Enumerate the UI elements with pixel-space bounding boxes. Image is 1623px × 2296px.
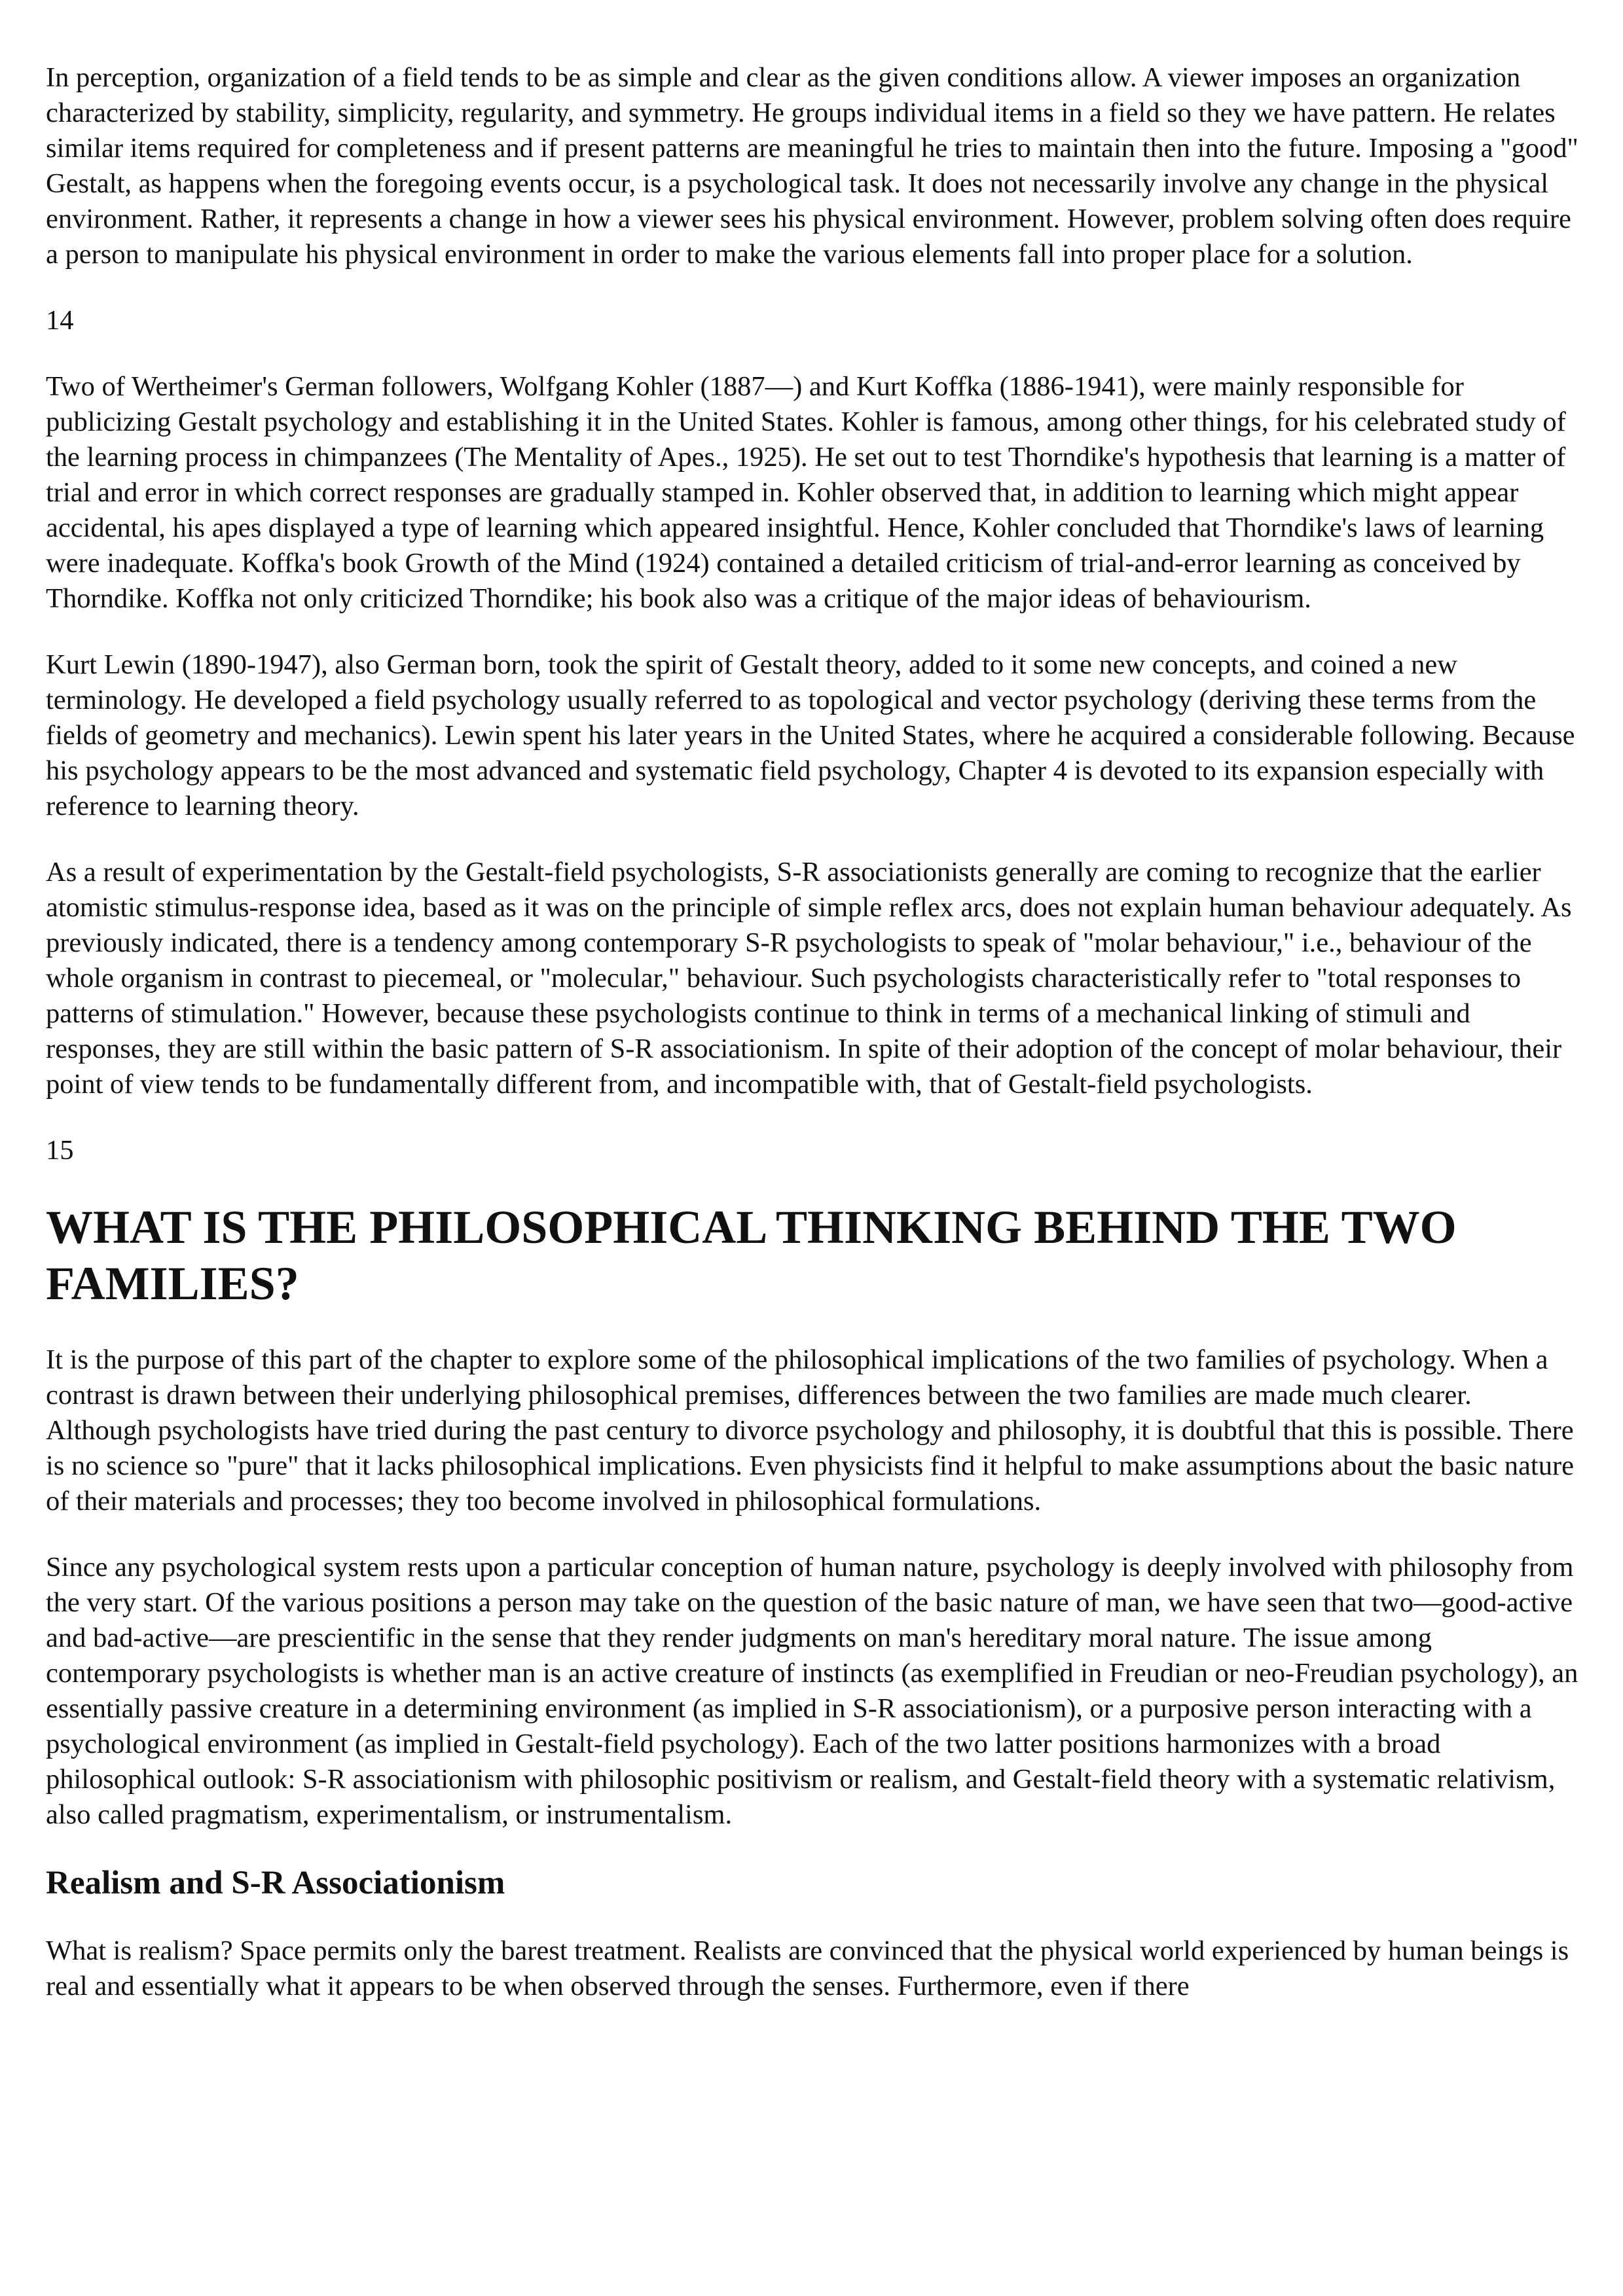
document-page: [46, 60, 1581, 2035]
subsection-heading-realism: Realism and S-R Associationism: [46, 1865, 505, 1901]
paragraph-kohler-koffka: Two of Wertheimer's German followers, Wolfgang Kohler (1887—) and Kurt Koffka (1886-1941), were mainly responsible for publicizing Gestalt psychology and establishing it in the United States. Kohler is famous, among other things, for his celebrated study of the learning process in chimpanzees (The Mentality of Apes., 1925). He set out to test Thorndike's hypothesis that learning is a matter of trial and error in which correct responses are gradually stamped in. Kohler observed that, in addition to learning which might appear accidental, his apes displayed a type of learning which appeared insightful. Hence, Kohler concluded that Thorndike's laws of learning were inadequate. Koffka's book Growth of the Mind (1924) contained a detailed criticism of trial-and-error learning as conceived by Thorndike. Koffka not only criticized Thorndike; his book also was a critique of the major ideas of behaviourism.: [46, 371, 1566, 614]
paragraph-perception: In perception, organization of a field tends to be as simple and clear as the given conditions allow. A viewer imposes an organization characterized by stability, simplicity, regularity, and symmetry. He groups individual items in a field so they we have pattern. He relates similar items required for completeness and if present patterns are meaningful he tries to maintain then into the future. Imposing a "good" Gestalt, as happens when the foregoing events occur, is a psychological task. It does not necessarily involve any change in the physical environment. Rather, it represents a change in how a viewer sees his physical environment. However, problem solving often does require a person to manipulate his physical environment in order to make the various elements fall into proper place for a solution.: [46, 62, 1578, 270]
page-number-15: 15: [46, 1135, 74, 1166]
paragraph-lewin: Kurt Lewin (1890-1947), also German born, took the spirit of Gestalt theory, added to it some new concepts, and coined a new terminology. He developed a field psychology usually referred to as topological and vector psychology (deriving these terms from the fields of geometry and mechanics). Lewin spent his later years in the United States, where he acquired a considerable following. Because his psychology appears to be the most advanced and systematic field psychology, Chapter 4 is devoted to its expansion especially with reference to learning theory.: [46, 649, 1575, 821]
paragraph-molar-behaviour: As a result of experimentation by the Gestalt-field psychologists, S-R associationists generally are coming to recognize that the earlier atomistic stimulus-response idea, based as it was on the principle of simple reflex arcs, does not explain human behaviour adequately. As previously indicated, there is a tendency among contemporary S-R psychologists to speak of "molar behaviour," i.e., behaviour of the whole organism in contrast to piecemeal, or "molecular," behaviour. Such psychologists characteristically refer to "total responses to patterns of stimulation." However, because these psychologists continue to think in terms of a mechanical linking of stimuli and responses, they are still within the basic pattern of S-R associationism. In spite of their adoption of the concept of molar behaviour, their point of view tends to be fundamentally different from, and incompatible with, that of Gestalt-field psychologists.: [46, 857, 1572, 1100]
paragraph-purpose: It is the purpose of this part of the chapter to explore some of the philosophical implications of the two families of psychology. When a contrast is drawn between their underlying philosophical premises, differences between the two families are made much clearer. Although psychologists have tried during the past century to divorce psychology and philosophy, it is doubtful that this is possible. There is no science so "pure" that it lacks philosophical implications. Even physicists find it helpful to make assumptions about the basic nature of their materials and processes; they too become involved in philosophical formulations.: [46, 1344, 1574, 1516]
section-heading-philosophical-thinking: WHAT IS THE PHILOSOPHICAL THINKING BEHIND THE TWO FAMILIES?: [46, 1201, 1457, 1310]
page-number-14: 14: [46, 305, 74, 336]
paragraph-human-nature: Since any psychological system rests upon a particular conception of human nature, psychology is deeply involved with philosophy from the very start. Of the various positions a person may take on the question of the basic nature of man, we have seen that two—good-active and bad-active—are prescientific in the sense that they render judgments on man's hereditary moral nature. The issue among contemporary psychologists is whether man is an active creature of instincts (as exemplified in Freudian or neo-Freudian psychology), an essentially passive creature in a determining environment (as implied in S-R associationism), or a purposive person interacting with a psychological environment (as implied in Gestalt-field psychology). Each of the two latter positions harmonizes with a broad philosophical outlook: S-R associationism with philosophic positivism or realism, and Gestalt-field theory with a systematic relativism, also called pragmatism, experimentalism, or instrumentalism.: [46, 1552, 1578, 1830]
paragraph-what-is-realism: What is realism? Space permits only the barest treatment. Realists are convinced that the physical world experienced by human beings is real and essentially what it appears to be when observed through the senses. Furthermore, even if there: [46, 1935, 1569, 2001]
